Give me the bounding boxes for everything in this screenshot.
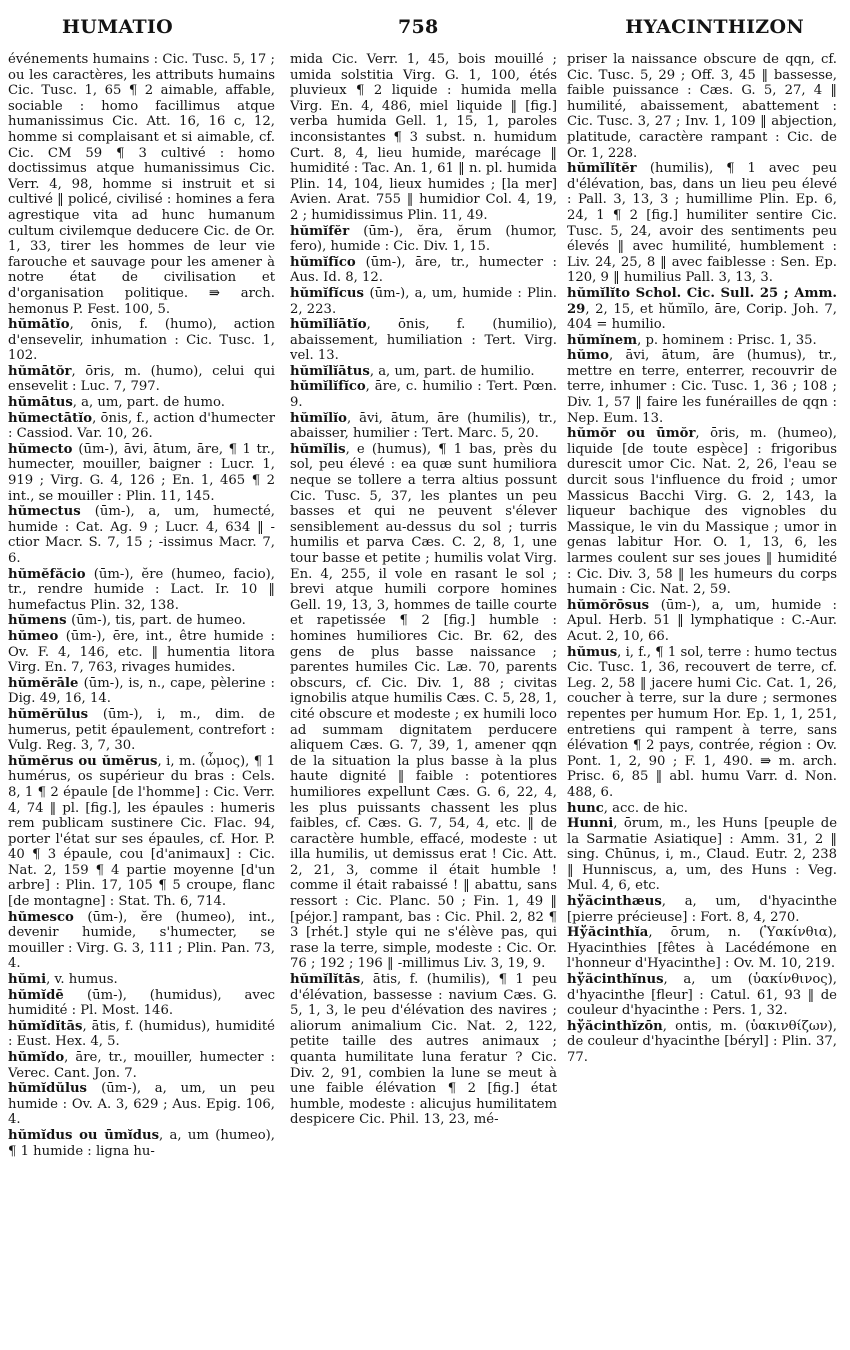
dictionary-entry: hўăcinthæus, a, um, d'hyacinthe [pierre précieuse] : Fort. 8, 4, 270. [567, 894, 837, 925]
headword: Hunni [567, 816, 614, 832]
dictionary-entry: hŭmesco (ūm-), ĕre (humeo), int., devenir humide, s'humecter, se mouiller : Virg. G. 3, 111 ; Plin. Pan. 73, 4. [8, 909, 275, 972]
headword: hŭmesco [8, 909, 88, 925]
dictionary-entry: hŭmātus, a, um, part. de humo. [8, 395, 225, 411]
headword: hŭmĭlĭātĭo [290, 317, 367, 333]
dictionary-entry: hŭmĭlĭtās, ātis, f. (humilis), ¶ 1 peu d'élévation, bassesse : navium Cæs. G. 5, 1, 3, le peu d'élévation des navires ; aliorum animalium Cic. Nat. 2, 122, petite taille des autres animaux ; quanta humilitate luna feratur ? Cic. Div. 2, 91, combien la lune se meut à une faible élévation ¶ 2 [fig.] état humble, modeste : alicujus humilitatem despicere Cic. Phil. 13, 23, mé- [290, 972, 557, 1128]
headword: hŭmĭdĭtās [8, 1018, 83, 1034]
headword: hŭmĭdē [8, 987, 87, 1003]
headword: hŭmĭfĭcus [290, 285, 370, 301]
headword: hŭmātus [8, 395, 73, 411]
headword: hŭmectātĭo [8, 410, 93, 426]
headword: hŭmĭlĭto Schol. Cic. Sull. 25 ; Amm. 29 [567, 285, 837, 317]
dictionary-entry: hŭmĭdo, āre, tr., mouiller, humecter : Verec. Cant. Jon. 7. [8, 1050, 275, 1081]
headword: hŭmi [8, 972, 47, 988]
dictionary-entry: hŭmĭfĕr (ūm-), ĕra, ĕrum (humor, fero), humide : Cic. Div. 1, 15. [290, 223, 557, 255]
dictionary-entry: événements humains : Cic. Tusc. 5, 17 ; ou les caractères, les attributs humains Cic. Tusc. 1, 65 ¶ 2 aimable, affable, sociable : homo facillimus atque humanissimus Cic. Att. 16, 16 c, 12, homme si complaisant et si aimable, cf. Cic. CM 59 ¶ 3 cultivé : homo doctissimus atque humanissimus Cic. Verr. 4, 98, homme si instruit et si cultivé ‖ policé, civilisé : homines a fera agrestique vita ad hunc humanum cultum civilemque deducere Cic. de Or. 1, 33, tirer les hommes de leur vie farouche et sauvage pour les amener à notre état de civilisation et d'organisation politique. ⇛ arch. hemonus P. Fest. 100, 5. [8, 52, 275, 317]
headword: hŭmĭfĕr [290, 223, 364, 239]
headword: hŭmecto [8, 441, 79, 457]
dictionary-entry: hŭmĭfĭcus (ūm-), a, um, humide : Plin. 2, 223. [290, 285, 557, 317]
dictionary-entry: hŭmĭlis, e (humus), ¶ 1 bas, près du sol, peu élevé : ea quæ sunt humiliora neque se tollere a terra altius possunt Cic. Tusc. 5, 37, les plantes un peu basses et qui ne peuvent s'élever sensiblement au-dessus du sol ; turris humilis et parva Cæs. C. 2, 8, 1, une tour basse et petite ; humilis volat Virg. En. 4, 255, il vole en rasant le sol ; brevi atque humili corpore homines Gell. 19, 13, 3, hommes de taille courte et rapetissée ¶ 2 [fig.] humble : homines humiliores Cic. Br. 62, des gens de plus basse naissance ; parentes humiles Cic. Læ. 70, parents obscurs, cf. Cic. Div. 1, 88 ; civitas ignobilis atque humilis Cæs. C. 5, 28, 1, cité obscure et modeste ; ex humili loco ad summam dignitatem perducere aliquem Cæs. G. 7, 39, 1, amener qqn de la situation la plus basse à la plus haute dignité ‖ faible : potentiores humiliores expellunt Cæs. G. 6, 22, 4, les plus puissants chassent les plus faibles, cf. Cæs. G. 7, 54, 4, etc. ‖ de caractère humble, effacé, modeste : ut illa humilis, ut demissus erat ! Cic. Att. 2, 21, 3, comme il était humble ! comme il était rabaissé ! ‖ abattu, sans ressort : Cic. Planc. 50 ; Fin. 1, 49 ‖ [péjor.] rampant, bas : Cic. Phil. 2, 82 ¶ 3 [rhét.] style qui ne s'élève pas, qui rase la terre, simple, modeste : Cic. Or. 76 ; 192 ; 196 ‖ -millimus Liv. 3, 19, 9. [290, 441, 557, 972]
headword: hŭmĭdus ou ūmĭdus [8, 1127, 160, 1143]
headword: hŭmĭlĭtās [290, 972, 361, 988]
headword: hunc [567, 800, 604, 816]
headword: hŭmĭdo [8, 1050, 65, 1065]
dictionary-entry: hŭmecto (ūm-), āvi, ātum, āre, ¶ 1 tr., humecter, mouiller, baigner : Lucr. 1, 919 ; Virg. G. 4, 126 ; En. 1, 465 ¶ 2 int., se mouiller : Plin. 11, 145. [8, 441, 275, 504]
dictionary-entry: hŭmĕrāle (ūm-), is, n., cape, pèlerine : Dig. 49, 16, 14. [8, 675, 275, 707]
dictionary-entry: hŭmĕrus ou ŭmĕrus, i, m. (ὦμος), ¶ 1 humérus, os supérieur du bras : Cels. 8, 1 ¶ 2 épaule [de l'homme] : Cic. Verr. 4, 74 ‖ pl. [fig.], les épaules : humeris rem publicam sustinere Cic. Flac. 94, porter l'état sur ses épaules, cf. Hor. P. 40 ¶ 3 épaule, cou [d'animaux] : Cic. Nat. 2, 159 ¶ 4 partie moyenne [d'un arbre] : Plin. 17, 105 ¶ 5 croupe, flanc [de montagne] : Stat. Th. 6, 714. [8, 753, 275, 910]
dictionary-entry: hŭmĭdĭtās, ātis, f. (humidus), humidité : Eust. Hex. 4, 5. [8, 1018, 275, 1050]
dictionary-entry: hŭmŏr ou ūmŏr, ōris, m. (humeo), liquide [de toute espèce] : frigoribus durescit umor Cic. Nat. 2, 26, l'eau se durcit sous l'influence du froid ; umor Massicus Bacchi Virg. G. 2, 143, la liqueur bachique des vignobles du Massique, le vin du Massique ; umor in genas labitur Hor. O. 1, 13, 6, les larmes coulent sur ses joues ‖ humidité : Cic. Div. 3, 58 ‖ les humeurs du corps humain : Cic. Nat. 2, 59. [567, 426, 837, 598]
dictionary-entry: hŭmĭnem, p. hominem : Prisc. 1, 35. [567, 332, 817, 348]
dictionary-entry: hŭmus, i, f., ¶ 1 sol, terre : humo tectus Cic. Tusc. 1, 36, recouvert de terre, cf. Leg. 2, 58 ‖ jacere humi Cic. Cat. 1, 26, coucher à terre, sur la dure ; sermones repentes per humum Hor. Ep. 1, 1, 251, entretiens qui rampent à terre, sans élévation ¶ 2 pays, contrée, région : Ov. Pont. 1, 2, 90 ; F. 1, 490. ⇛ m. arch. Prisc. 6, 85 ‖ abl. humu Varr. d. Non. 488, 6. [567, 644, 837, 800]
dictionary-entry: hŭmātĭo, ōnis, f. (humo), action d'ensevelir, inhumation : Cic. Tusc. 1, 102. [8, 317, 275, 364]
dictionary-entry: hŭmĭfĭco (ūm-), āre, tr., humecter : Aus. Id. 8, 12. [290, 254, 557, 286]
dictionary-entry: hŭmĭlĭto Schol. Cic. Sull. 25 ; Amm. 29, 2, 15, et hŭmĭlo, āre, Corip. Joh. 7, 404 = humilio. [567, 285, 837, 333]
left-running-headword: HUMATIO [62, 16, 173, 38]
headword: hŭmŏr ou ūmŏr [567, 426, 696, 442]
headword: hŭmĕfăcio [8, 566, 94, 582]
page-header [0, 12, 850, 42]
headword: hŭmĭlĭātus [290, 363, 370, 379]
headword: hўăcinthĭzōn [567, 1018, 663, 1034]
headword: hŭmĭlĭtĕr [567, 161, 650, 177]
dictionary-entry: mida Cic. Verr. 1, 45, bois mouillé ; umida solstitia Virg. G. 1, 100, étés pluvieux ¶ 2 liquide : humida mella Virg. En. 4, 486, miel liquide ‖ [fig.] verba humida Gell. 1, 15, 1, paroles inconsistantes ¶ 3 subst. n. humidum Curt. 8, 4, lieu humide, marécage ‖ humidité : Tac. An. 1, 61 ‖ n. pl. humida Plin. 14, 104, lieux humides ; [la mer] Avien. Arat. 755 ‖ humidior Col. 4, 19, 2 ; humidissimus Plin. 11, 49. [290, 52, 557, 223]
headword: hŭmĭlĭfĭco [290, 379, 366, 395]
column-2 [290, 52, 557, 1344]
dictionary-entry: hŭmŏrōsus (ūm-), a, um, humide : Apul. Herb. 51 ‖ lymphatique : C.-Aur. Acut. 2, 10, 66. [567, 597, 837, 644]
headword: hŭmātŏr [8, 363, 72, 379]
headword: Hўăcinthĭa [567, 925, 649, 941]
dictionary-entry: hŭmĕrŭlus (ūm-), i, m., dim. de humerus, petit épaulement, contrefort : Vulg. Reg. 3, 7, 30. [8, 706, 275, 754]
dictionary-entry: hŭmĭlĭātus, a, um, part. de humilio. [290, 363, 535, 379]
dictionary-entry: hŭmĭdŭlus (ūm-), a, um, un peu humide : Ov. A. 3, 629 ; Aus. Epig. 106, 4. [8, 1081, 275, 1128]
headword: hўăcinthæus [567, 894, 662, 910]
dictionary-entry: hŭmātŏr, ōris, m. (humo), celui qui ensevelit : Luc. 7, 797. [8, 363, 275, 395]
dictionary-entry: hўăcinthĭzōn, ontis, m. (ὑακινθίζων), de couleur d'hyacinthe [béryl] : Plin. 37, 77. [567, 1018, 837, 1065]
dictionary-entry: hŭmĭdus ou ūmĭdus, a, um (humeo), ¶ 1 humide : ligna hu- [8, 1127, 275, 1159]
headword: hŭmŏrōsus [567, 597, 661, 613]
dictionary-entry: hŭmeo (ūm-), ēre, int., être humide : Ov. F. 4, 146, etc. ‖ humentia litora Virg. En. 7, 763, rivages humides. [8, 628, 275, 676]
dictionary-entry: hŭmectus (ūm-), a, um, humecté, humide : Cat. Ag. 9 ; Lucr. 4, 634 ‖ -ctior Macr. S. 7, 15 ; -issimus Macr. 7, 6. [8, 504, 275, 566]
right-running-headword: HYACINTHIZON [625, 16, 804, 38]
dictionary-entry: hŭmĭlĭtĕr (humilis), ¶ 1 avec peu d'élévation, bas, dans un lieu peu élevé : Pall. 3, 13, 3 ; humillime Plin. Ep. 6, 24, 1 ¶ 2 [fig.] humiliter sentire Cic. Tusc. 5, 24, avoir des sentiments peu élevés ‖ avec humilité, humblement : Liv. 24, 25, 8 ‖ avec faiblesse : Sen. Ep. 120, 9 ‖ humilius Pall. 3, 13, 3. [567, 161, 837, 286]
dictionary-entry: hŭmĭdē (ūm-), (humidus), avec humidité : Pl. Most. 146. [8, 987, 275, 1019]
dictionary-entry: Hўăcinthĭa, ōrum, n. (Ὑακίνθια), Hyacinthies [fêtes à Lacédémone en l'honneur d'Hyacinthe] : Ov. M. 10, 219. [567, 925, 837, 972]
headword: hўăcinthĭnus [567, 972, 664, 988]
headword: hŭmĭlis [290, 441, 346, 457]
headword: hŭmĕrāle [8, 675, 84, 691]
headword: hŭmĭfĭco [290, 254, 366, 270]
headword: hŭmĭdŭlus [8, 1081, 102, 1097]
dictionary-entry: hŭmĭlĭo, āvi, ātum, āre (humilis), tr., abaisser, humilier : Tert. Marc. 5, 20. [290, 410, 557, 442]
headword: hŭmĕrŭlus [8, 706, 103, 722]
headword: hŭmeo [8, 628, 66, 644]
dictionary-entry: Hunni, ōrum, m., les Huns [peuple de la Sarmatie Asiatique] : Amm. 31, 2 ‖ sing. Chūnus, i, m., Claud. Eutr. 2, 238 ‖ Hunniscus, a, um, des Huns : Veg. Mul. 4, 6, etc. [567, 816, 837, 894]
dictionary-entry: hunc, acc. de hic. [567, 800, 688, 816]
headword: hŭmĭnem [567, 332, 638, 348]
dictionary-entry: hŭmĕfăcio (ūm-), ĕre (humeo, facio), tr., rendre humide : Lact. Ir. 10 ‖ humefactus Plin. 32, 138. [8, 566, 275, 613]
headword: hŭmātĭo [8, 317, 70, 333]
column-3 [567, 52, 837, 1344]
dictionary-entry: hўăcinthĭnus, a, um (ὑακίνθινος), d'hyacinthe [fleur] : Catul. 61, 93 ‖ de couleur d'hyacinthe : Pers. 1, 32. [567, 972, 837, 1019]
dictionary-entry: hŭmo, āvi, ātum, āre (humus), tr., mettre en terre, enterrer, recouvrir de terre, inhumer : Cic. Tusc. 1, 36 ; 108 ; Div. 1, 57 ‖ faire les funérailles de qqn : Nep. Eum. 13. [567, 348, 837, 426]
dictionary-entry: hŭmens (ūm-), tis, part. de humeo. [8, 613, 246, 629]
column-1 [8, 52, 275, 1344]
headword: hŭmens [8, 613, 72, 629]
headword: hŭmĭlĭo [290, 410, 347, 426]
dictionary-entry: hŭmectātĭo, ōnis, f., action d'humecter : Cassiod. Var. 10, 26. [8, 410, 275, 442]
headword: hŭmo [567, 348, 609, 364]
headword: hŭmectus [8, 504, 95, 520]
headword: hŭmĕrus ou ŭmĕrus [8, 753, 158, 769]
dictionary-entry: hŭmi, v. humus. [8, 972, 118, 988]
headword: hŭmus [567, 644, 618, 660]
dictionary-entry: hŭmĭlĭātĭo, ōnis, f. (humilio), abaissement, humiliation : Tert. Virg. vel. 13. [290, 317, 557, 364]
dictionary-entry: hŭmĭlĭfĭco, āre, c. humilio : Tert. Pœn. 9. [290, 379, 557, 411]
page-number: 758 [398, 16, 439, 38]
dictionary-entry: priser la naissance obscure de qqn, cf. Cic. Tusc. 5, 29 ; Off. 3, 45 ‖ bassesse, faible puissance : Cæs. G. 5, 27, 4 ‖ humilité, abaissement, abattement : Cic. Tusc. 3, 27 ; Inv. 1, 109 ‖ abjection, platitude, caractère rampant : Cic. de Or. 1, 228. [567, 52, 837, 161]
